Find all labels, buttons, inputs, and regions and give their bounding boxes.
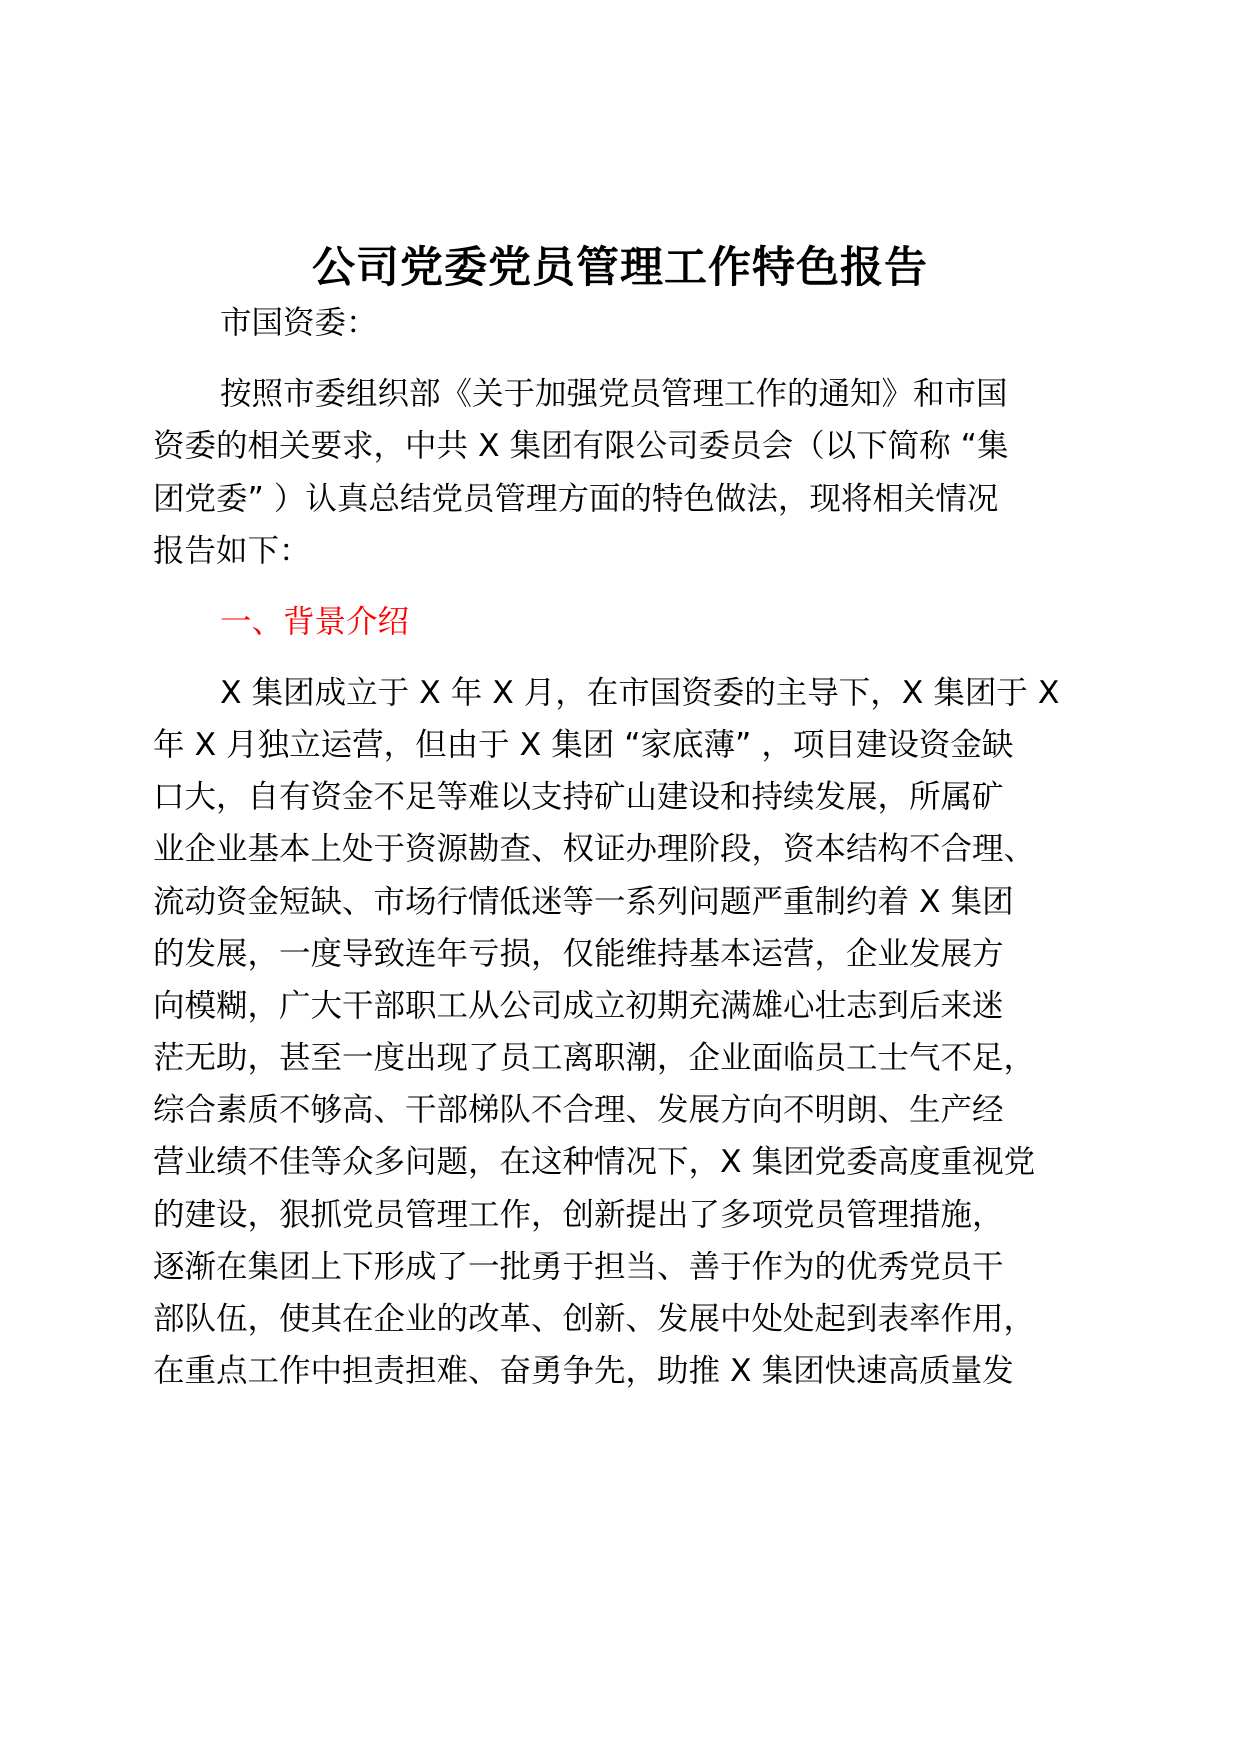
paragraph-line: 的发展，一度导致连年亏损，仅能维持基本运营，企业发展方 (153, 936, 1004, 972)
paragraph-line: X 集团成立于 X 年 X 月，在市国资委的主导下，X 集团于 X (220, 675, 1060, 711)
paragraph-line: 流动资金短缺、市场行情低迷等一系列问题严重制约着 X 集团 (153, 884, 1014, 920)
paragraph-line: 营业绩不佳等众多问题，在这种情况下，X 集团党委高度重视党 (153, 1144, 1036, 1180)
intro-line: 资委的相关要求，中共 X 集团有限公司委员会（以下简称 “集 (153, 428, 1009, 464)
paragraph-line: 的建设，狠抓党员管理工作，创新提出了多项党员管理措施， (153, 1197, 1004, 1233)
section-heading: 一、背景介绍 (220, 604, 410, 640)
intro-line: 报告如下： (153, 533, 311, 569)
paragraph-line: 业企业基本上处于资源勘查、权证办理阶段，资本结构不合理、 (153, 831, 1036, 867)
document-title: 公司党委党员管理工作特色报告 (312, 243, 928, 293)
intro-line: 按照市委组织部《关于加强党员管理工作的通知》和市国 (220, 376, 1008, 412)
salutation: 市国资委： (220, 305, 378, 341)
paragraph-line: 茫无助，甚至一度出现了员工离职潮，企业面临员工士气不足， (153, 1040, 1036, 1076)
paragraph-line: 向模糊，广大干部职工从公司成立初期充满雄心壮志到后来迷 (153, 988, 1004, 1024)
paragraph-line: 年 X 月独立运营，但由于 X 集团 “家底薄” ，项目建设资金缺 (153, 727, 1014, 763)
paragraph-line: 逐渐在集团上下形成了一批勇于担当、善于作为的优秀党员干 (153, 1249, 1004, 1285)
paragraph-line: 口大，自有资金不足等难以支持矿山建设和持续发展，所属矿 (153, 779, 1004, 815)
paragraph-line: 综合素质不够高、干部梯队不合理、发展方向不明朗、生产经 (153, 1092, 1004, 1128)
paragraph-line: 部队伍，使其在企业的改革、创新、发展中处处起到表率作用， (153, 1301, 1036, 1337)
paragraph-line: 在重点工作中担责担难、奋勇争先，助推 X 集团快速高质量发 (153, 1353, 1014, 1389)
intro-line: 团党委” ）认真总结党员管理方面的特色做法，现将相关情况 (153, 481, 999, 517)
